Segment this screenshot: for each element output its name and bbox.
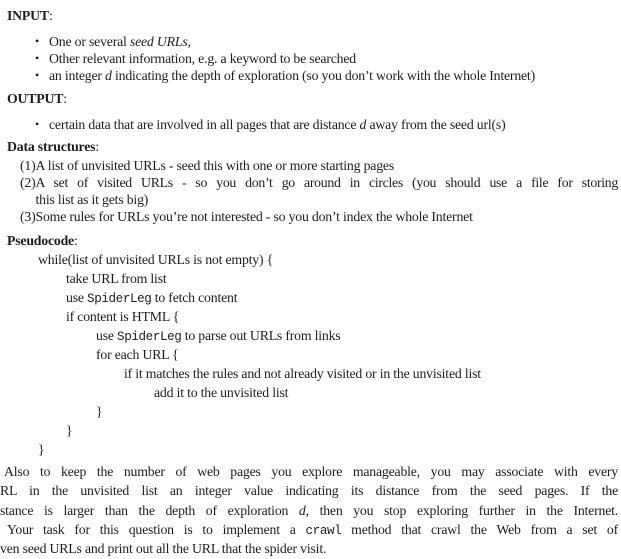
- pseudocode-line: [7, 403, 621, 422]
- section-heading-input: [7, 7, 621, 24]
- list-item-text: [49, 33, 191, 50]
- pseudocode-line: [7, 251, 621, 270]
- paragraph-line: [0, 482, 621, 501]
- item-text: [36, 157, 621, 174]
- section-heading-output: [7, 90, 621, 107]
- text-segment: ,: [188, 34, 191, 49]
- section-heading-pseudocode: [7, 232, 621, 249]
- output-bullet-list: [7, 116, 621, 133]
- code-text: take URL from list: [66, 271, 167, 286]
- item-number: (3): [7, 208, 36, 225]
- pseudocode-block: [7, 251, 621, 460]
- bullet-icon: •: [35, 67, 49, 84]
- pseudocode-line: [7, 441, 621, 460]
- text-segment: certain data that are involved in all pages that are distance: [49, 117, 360, 132]
- list-item: [7, 33, 621, 50]
- bullet-icon: •: [35, 50, 49, 67]
- section-heading-data-structures: [7, 138, 621, 155]
- text-line: Some rules for URLs you’re not interested - so you don’t index the whole Internet: [36, 208, 619, 225]
- code-text: }: [96, 404, 102, 419]
- list-item: [7, 50, 621, 67]
- heading-colon: :: [49, 8, 53, 23]
- pseudocode-line: [7, 327, 621, 346]
- pseudocode-line: [7, 384, 621, 403]
- text-segment: , then you stop exploring further in the Internet.: [306, 503, 618, 518]
- code-text: use: [96, 328, 117, 343]
- list-item-text: [49, 116, 505, 133]
- paragraph-line: [0, 540, 621, 559]
- heading-text: Pseudocode: [7, 233, 74, 248]
- text-segment: Other relevant information, e.g. a keyword to be searched: [49, 51, 356, 66]
- heading-colon: :: [95, 139, 99, 154]
- text-line: A set of visited URLs - so you don’t go around in circles (you should use a file for storing: [36, 174, 619, 191]
- heading-colon: :: [63, 91, 67, 106]
- pseudocode-line: [7, 308, 621, 327]
- text-segment: away from the seed url(s): [366, 117, 505, 132]
- pseudocode-line: [7, 346, 621, 365]
- code-text: use: [66, 290, 87, 305]
- italic-segment: d: [360, 117, 367, 132]
- numbered-item: [7, 174, 621, 208]
- text-line: this list as it gets big): [36, 191, 619, 208]
- input-bullet-list: [7, 33, 621, 84]
- pseudocode-line: [7, 365, 621, 384]
- code-identifier: SpiderLeg: [87, 292, 151, 306]
- numbered-item: [7, 208, 621, 225]
- text-segment: stance is larger than the depth of exploration: [0, 503, 299, 518]
- text-segment: One or several: [49, 34, 130, 49]
- code-text: }: [38, 442, 44, 457]
- list-item: [7, 67, 621, 84]
- data-structures-list: [7, 157, 621, 225]
- text-segment: Also to keep the number of web pages you explore manageable, you may associate with every: [4, 464, 618, 479]
- code-identifier: crawl: [306, 524, 342, 538]
- italic-segment: d: [105, 68, 112, 83]
- heading-colon: :: [74, 233, 78, 248]
- pseudocode-line: [7, 422, 621, 441]
- code-identifier: SpiderLeg: [117, 330, 181, 344]
- code-text: to parse out URLs from links: [181, 328, 340, 343]
- code-text: while(list of unvisited URLs is not empty) {: [38, 252, 273, 267]
- item-number: (1): [7, 157, 36, 174]
- list-item-text: [49, 50, 356, 67]
- code-text: for each URL {: [96, 347, 179, 362]
- heading-text: OUTPUT: [7, 91, 63, 106]
- code-text: add it to the unvisited list: [154, 385, 288, 400]
- item-text: [36, 174, 621, 208]
- heading-text: Data structures: [7, 139, 95, 154]
- bullet-icon: •: [35, 33, 49, 50]
- code-text: to fetch content: [151, 290, 237, 305]
- text-segment: Your task for this question is to implement a: [7, 522, 306, 537]
- code-text: if content is HTML {: [66, 309, 179, 324]
- text-segment: an integer: [49, 68, 105, 83]
- bullet-icon: •: [35, 116, 49, 133]
- italic-segment: seed URLs: [130, 34, 188, 49]
- item-number: (2): [7, 174, 36, 208]
- list-item: [7, 116, 621, 133]
- text-segment: indicating the depth of exploration (so you don’t work with the whole Internet): [112, 68, 535, 83]
- code-text: if it matches the rules and not already visited or in the unvisited list: [124, 366, 481, 381]
- numbered-item: [7, 157, 621, 174]
- closing-paragraph: [0, 463, 621, 559]
- text-segment: RL in the unvisited list an integer value indicating its distance from the seed pages. If the: [0, 483, 618, 498]
- paragraph-line: [0, 521, 621, 540]
- list-item-text: [49, 67, 535, 84]
- paragraph-line: [0, 502, 621, 521]
- text-segment: ven seed URLs and print out all the URL that the spider visit.: [0, 541, 326, 556]
- heading-text: INPUT: [7, 8, 49, 23]
- code-text: }: [66, 423, 72, 438]
- paragraph-line: [0, 463, 621, 482]
- italic-segment: d: [299, 503, 306, 518]
- pseudocode-line: [7, 289, 621, 308]
- item-text: [36, 208, 621, 225]
- text-line: A list of unvisited URLs - seed this with one or more starting pages: [36, 157, 619, 174]
- text-segment: method that crawl the Web from a set of: [341, 522, 618, 537]
- pseudocode-line: [7, 270, 621, 289]
